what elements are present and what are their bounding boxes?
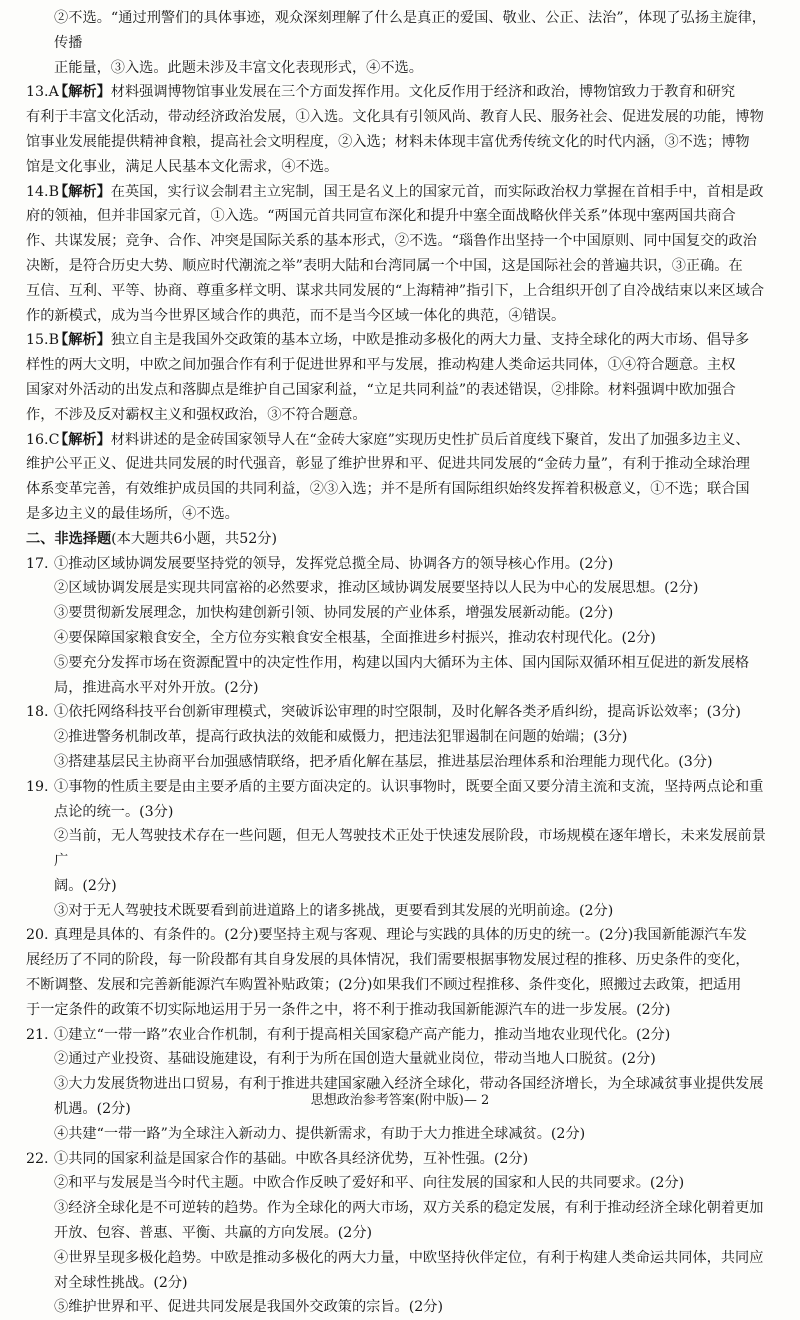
answer-number: 16.C	[26, 431, 60, 448]
answer-item	[26, 328, 766, 427]
analysis-marker: 【解析】	[54, 84, 111, 101]
answer-text-line: 有利于丰富文化活动，带动经济政治发展，①入选。文化具有引领风尚、教育人民、服务社会、促进发展的功能，博物	[26, 109, 764, 126]
answer-point-line: ④要保障国家粮食安全，全方位夯实粮食安全根基，全面推进乡村振兴，推动农村现代化。(2分)	[54, 629, 656, 646]
answer-point-line: ③对于无人驾驶技术既要看到前进道路上的诸多挑战，更要看到其发展的光明前途。(2分)	[54, 902, 614, 919]
answer-text-line: 作，不涉及反对霸权主义和强权政治，③不符合题意。	[26, 406, 367, 423]
answer-point-line: 真理是具体的、有条件的。(2分)要坚持主观与客观、理论与实践的具体的历史的统一。(2分)我国新能源汽车发	[54, 927, 747, 944]
page-footer: 思想政治参考答案(附中版)— 2	[310, 1093, 490, 1108]
continued-answer	[26, 6, 766, 80]
answer-text-line: 体系变革完善，有效维护成员国的共同利益，②③入选；并不是所有国际组织始终发挥着积极意义，①不选；联合国	[26, 481, 750, 498]
question-answer-q22	[26, 1147, 766, 1320]
answer-text-line: 国家对外活动的出发点和落脚点是维护自己国家利益，“立足共同利益”的表述错误，②排除。材料强调中欧加强合	[26, 381, 736, 398]
answer-point-line: ②当前，无人驾驶技术存在一些问题，但无人驾驶技术正处于快速发展阶段，市场规模在逐年增长，未来发展前景广	[54, 828, 766, 870]
answer-text-line: 府的领袖，但并非国家元首，①入选。“两国元首共同宣布深化和提升中塞全面战略伙伴关系”体现中塞两国共商合	[26, 208, 736, 225]
answer-point-line: ①事物的性质主要是由主要矛盾的主要方面决定的。认识事物时，既要全面又要分清主流和支流，坚持两点论和重	[54, 778, 764, 795]
section-note: (本大题共6小题，共52分)	[111, 530, 277, 547]
answer-number: 13.A	[26, 84, 59, 101]
question-number: 21.	[26, 1026, 49, 1043]
answer-point-line: ④共建“一带一路”为全球注入新动力、提供新需求，有助于大力推进全球减贫。(2分)	[54, 1125, 586, 1142]
answer-text-line: 是多边主义的最佳场所，④不选。	[26, 505, 239, 522]
question-number: 17.	[26, 555, 49, 572]
answer-point-line: ①建立“一带一路”农业合作机制，有利于提高相关国家稳产高产能力，推动当地农业现代化。(2分)	[54, 1026, 671, 1043]
answer-point-line: ③经济全球化是不可逆转的趋势。作为全球化的两大市场，双方关系的稳定发展，有利于推动经济全球化朝着更加	[54, 1200, 764, 1217]
open-answers	[26, 552, 766, 1320]
question-answer-q20	[26, 923, 766, 1022]
answer-point-line: ①依托网络科技平台创新审理模式，突破诉讼审理的时空限制，及时化解各类矛盾纠纷，提高诉讼效率；(3分)	[54, 704, 741, 721]
answer-item	[26, 80, 766, 179]
answer-text-line: 【解析】在英国，实行议会制君主立宪制，国王是名义上的国家元首，而实际政治权力掌握在首相手中，首相是政	[54, 183, 764, 200]
answer-text-line: 【解析】材料强调博物馆事业发展在三个方面发挥作用。文化反作用于经济和政治，博物馆致力于教育和研究	[54, 84, 736, 101]
choice-answers	[26, 80, 766, 526]
answer-point-line: 阔。(2分)	[54, 877, 117, 894]
section-heading	[26, 527, 766, 552]
answer-point-line: ③大力发展货物进出口贸易，有利于推进共建国家融入经济全球化，带动各国经济增长，为全球减贫事业提供发展	[54, 1076, 764, 1093]
answer-point-line: ④世界呈现多极化趋势。中欧是推动多极化的两大力量，中欧坚持伙伴定位，有利于构建人类命运共同体，共同应	[54, 1249, 764, 1266]
answer-text-line: 【解析】独立自主是我国外交政策的基本立场，中欧是推动多极化的两大力量、支持全球化的两大市场、倡导多	[54, 332, 750, 349]
question-number: 20.	[26, 927, 49, 944]
question-answer-q18	[26, 700, 766, 774]
analysis-marker: 【解析】	[54, 431, 111, 448]
answer-point-line: 于一定条件的政策不切实际地运用于另一条件之中，将不利于推动我国新能源汽车的进一步发展。(2分)	[26, 1001, 671, 1018]
answer-text-line: 作、共谋发展；竞争、合作、冲突是国际关系的基本形式，②不选。“瑙鲁作出坚持一个中国原则、同中国复交的政治	[26, 233, 757, 250]
answer-point-line: ②推进警务机制改革，提高行政执法的效能和威慑力，把违法犯罪遏制在问题的始端；(3分)	[54, 729, 628, 746]
question-answer-q19	[26, 775, 766, 924]
answer-point-line: ②区域协调发展是实现共同富裕的必然要求，推动区域协调发展要坚持以人民为中心的发展思想。(2分)	[54, 580, 699, 597]
answer-item	[26, 428, 766, 527]
answer-point-line: 局，推进高水平对外开放。(2分)	[54, 679, 259, 696]
answer-point-line: ③要贯彻新发展理念，加快构建创新引领、协同发展的产业体系，增强发展新动能。(2分)	[54, 605, 614, 622]
answer-text-line: 样性的两大文明，中欧之间加强合作有利于促进世界和平与发展，推动构建人类命运共同体，①④符合题意。主权	[26, 357, 736, 374]
answer-point-line: 不断调整、发展和完善新能源汽车购置补贴政策；(2分)如果我们不顾过程推移、条件变化，照搬过去政策，把适用	[26, 977, 742, 994]
question-answer-q17	[26, 552, 766, 701]
answer-text-line: 互信、互利、平等、协商、尊重多样文明、谋求共同发展的“上海精神”指引下，上合组织开创了自冷战结束以来区域合	[26, 282, 765, 299]
answer-text-line: 【解析】材料讲述的是金砖国家领导人在“金砖大家庭”实现历史性扩员后首度线下聚首，发出了加强多边主义、	[54, 431, 750, 448]
answer-text-line: 作的新模式，成为当今世界区域合作的典范，而不是当今区域一体化的典范，④错误。	[26, 307, 566, 324]
answer-point-line: ②和平与发展是当今时代主题。中欧合作反映了爱好和平、向往发展的国家和人民的共同要求。(2分)	[54, 1175, 685, 1192]
text-line: 正能量，③入选。此题未涉及丰富文化表现形式，④不选。	[54, 59, 423, 76]
answer-number: 15.B	[26, 332, 59, 349]
answer-point-line: 对全球性挑战。(2分)	[54, 1274, 188, 1291]
answer-point-line: 机遇。(2分)	[54, 1101, 131, 1118]
question-answer-q21	[26, 1023, 766, 1147]
answer-text-line: 决断，是符合历史大势、顺应时代潮流之举”表明大陆和台湾同属一个中国，这是国际社会的普遍共识，③正确。在	[26, 257, 743, 274]
answer-item	[26, 180, 766, 329]
answer-point-line: 展经历了不同的阶段，每一阶段都有其自身发展的具体情况，我们需要根据事物发展过程的推移、历史条件的变化，	[26, 952, 750, 969]
answer-point-line: ③搭建基层民主协商平台加强感情联络，把矛盾化解在基层，推进基层治理体系和治理能力现代化。(3分)	[54, 753, 713, 770]
answer-point-line: ①共同的国家利益是国家合作的基础。中欧各具经济优势，互补性强。(2分)	[54, 1150, 529, 1167]
question-number: 19.	[26, 778, 49, 795]
question-number: 22.	[26, 1150, 49, 1167]
section-title: 二、非选择题	[26, 530, 112, 547]
answer-text-line: 维护公平正义、促进共同发展的时代强音，彰显了维护世界和平、促进共同发展的“金砖力量”，有利于推动全球治理	[26, 456, 750, 473]
answer-point-line: 开放、包容、普惠、平衡、共赢的方向发展。(2分)	[54, 1225, 373, 1242]
answer-text-line: 馆是文化事业，满足人民基本文化需求，④不选。	[26, 158, 339, 175]
answer-point-line: ①推动区域协调发展要坚持党的领导，发挥党总揽全局、协调各方的领导核心作用。(2分)	[54, 555, 614, 572]
analysis-marker: 【解析】	[54, 183, 111, 200]
answer-number: 14.B	[26, 183, 59, 200]
answer-point-line: ⑤维护世界和平、促进共同发展是我国外交政策的宗旨。(2分)	[54, 1299, 443, 1316]
question-number: 18.	[26, 704, 49, 721]
answer-point-line: ⑤要充分发挥市场在资源配置中的决定性作用，构建以国内大循环为主体、国内国际双循环相互促进的新发展格	[54, 654, 750, 671]
text-line: ②不选。“通过刑警们的具体事迹，观众深刻理解了什么是真正的爱国、敬业、公正、法治”，体现了弘扬主旋律，传播	[54, 10, 766, 51]
analysis-marker: 【解析】	[54, 332, 111, 349]
answer-text-line: 馆事业发展能提供精神食粮，提高社会文明程度，②入选；材料未体现丰富优秀传统文化的时代内涵，③不选；博物	[26, 133, 750, 150]
answer-point-line: ②通过产业投资、基础设施建设，有利于为所在国创造大量就业岗位，带动当地人口脱贫。(2分)	[54, 1051, 656, 1068]
answer-point-line: 点论的统一。(3分)	[54, 803, 174, 820]
